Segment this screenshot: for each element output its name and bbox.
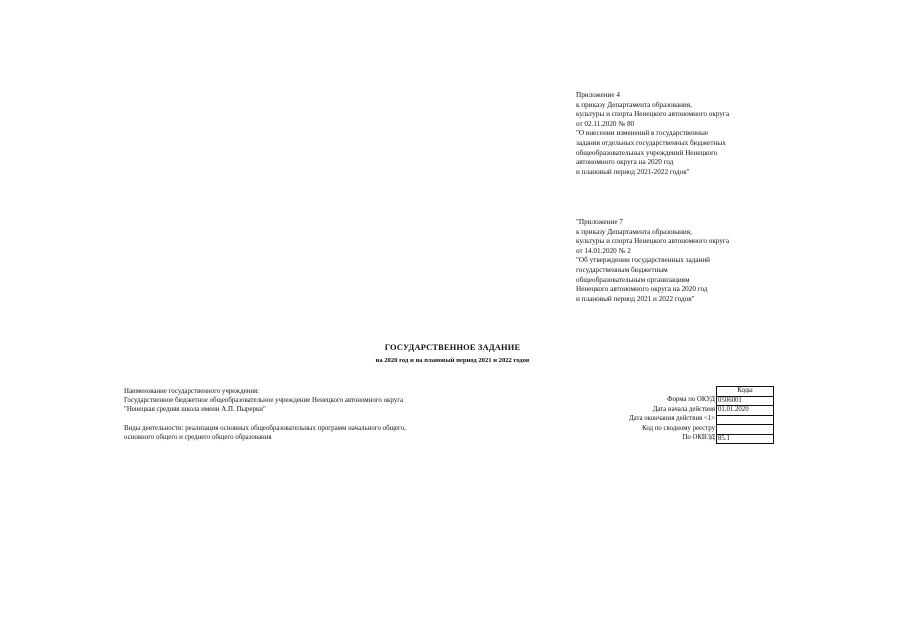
codes-table [716,386,774,444]
annex4-line: Приложение 4 [576,91,620,99]
annex7-line: от 14.01.2020 № 2 [576,246,631,255]
activities-block [124,424,406,442]
annex7-line: общеобразовательным организациям [576,275,690,284]
annex-7-header [576,218,729,304]
annex4-line: "О внесении изменений в государственные [576,129,709,138]
code-label-start-date: Дата начала действия [652,405,715,413]
code-value-okud: 0506001 [717,396,774,406]
activities-line: основного общего и среднего общего образования [124,434,272,441]
code-label-registry: Код по сводному реестру [642,424,715,432]
code-value-okved: 85.1 [717,434,774,444]
annex4-line: автономного округа на 2020 год [576,158,674,167]
annex7-line: культуры и спорта Ненецкого автономного округа [576,237,730,246]
annex4-line: культуры и спорта Ненецкого автономного округа [576,110,730,119]
annex4-line: от 02.11.2020 № 80 [576,119,635,128]
activities-line: Виды деятельности: реализация основных общеобразовательных программ начального общего, [124,425,406,432]
code-label-okud: Форма по ОКУД [667,396,715,403]
institution-line: "Ненецкая средняя школа имени А.П. Пырерки" [124,406,266,413]
code-value-registry [717,425,774,435]
institution-line: Государственное бюджетное общеобразовательное учреждение Ненецкого автономного округа [124,397,404,404]
annex4-line: задания отдельных государственных бюджетных [576,138,726,147]
annex4-line: к приказу Департамента образования, [576,100,692,109]
code-value-start-date: 01.01.2020 [717,406,774,416]
annex7-line: к приказу Департамента образования, [576,227,692,236]
code-label-okved: По ОКВЭД [682,434,715,441]
annex7-line: Ненецкого автономного округа на 2020 год [576,285,708,294]
annex4-line: общеобразовательных учреждений Ненецкого [576,148,718,157]
title-block [0,343,905,364]
document-subtitle: на 2020 год и на плановый период 2021 и 2022 годов [375,357,530,364]
institution-line: Наименование государственного учреждения: [124,388,260,395]
annex-4-header [576,91,729,177]
annex4-line: и плановый период 2021-2022 годов" [576,167,690,176]
document-title: ГОСУДАРСТВЕННОЕ ЗАДАНИЕ [384,343,521,352]
institution-block [124,387,403,414]
codes-header: Коды [717,387,774,397]
code-value-end-date [717,415,774,425]
annex7-line: "Приложение 7 [576,218,623,226]
annex7-line: "Об утверждении государственных заданий [576,256,711,265]
annex7-line: и плановый период 2021 и 2022 годов" [576,294,695,303]
codes-labels [560,395,715,443]
annex7-line: государственным бюджетным [576,265,668,274]
code-label-end-date: Дата окончания действия <1> [628,415,715,422]
